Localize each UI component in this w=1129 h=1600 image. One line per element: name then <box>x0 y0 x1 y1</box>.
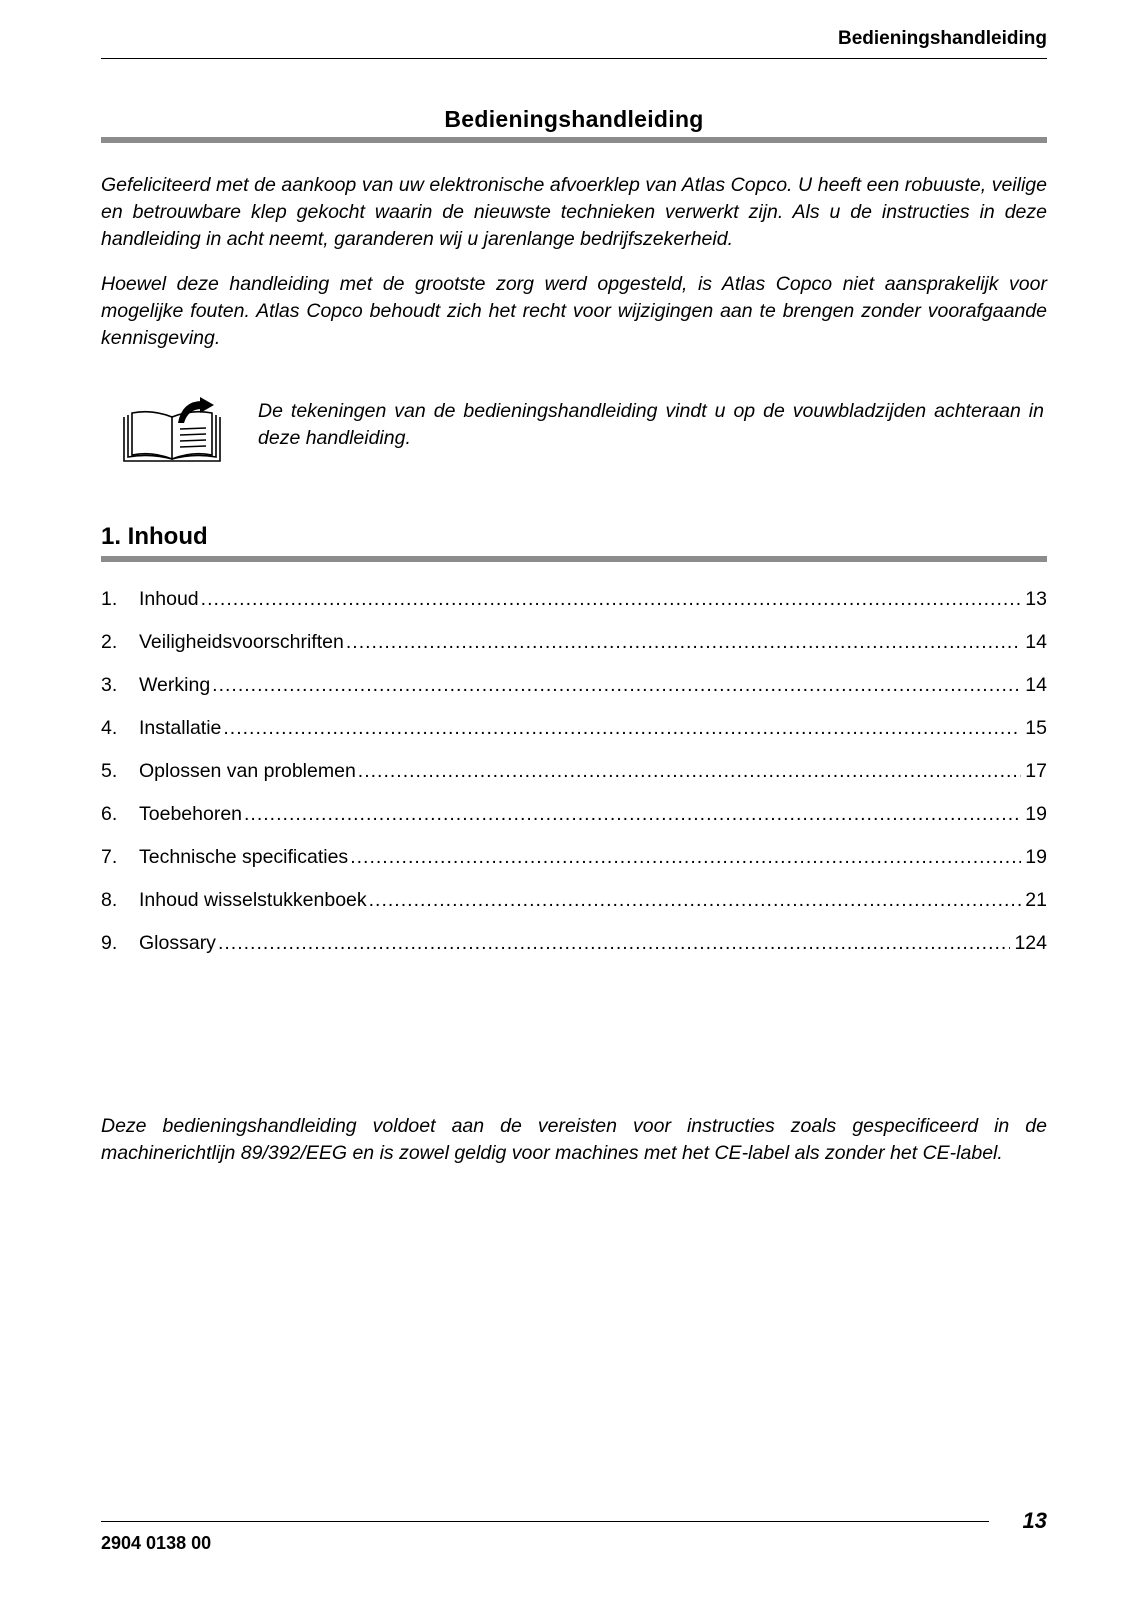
toc-leader-dots <box>369 889 1022 912</box>
document-number: 2904 0138 00 <box>101 1533 212 1553</box>
toc-leader-dots <box>218 932 1011 955</box>
drawings-note: De tekeningen van de bedieningshandleiding vindt u op de vouwbladzijden achteraan in deze handleiding. <box>258 400 1044 449</box>
toc-entry[interactable] <box>101 631 1047 674</box>
toc-entry[interactable] <box>101 674 1047 717</box>
toc-label: Toebehoren <box>139 803 243 825</box>
directive-statement: Deze bedieningshandleiding voldoet aan de vereisten voor instructies zoals gespecificeerd in de machinerichtlijn 89/392/EEG en is zowel geldig voor machines met het CE-label als zonder het CE-label. <box>101 1115 1047 1164</box>
toc-entry[interactable] <box>101 803 1047 846</box>
toc-number: 3. <box>101 674 118 696</box>
toc-number: 5. <box>101 760 118 782</box>
toc-entry[interactable] <box>101 932 1047 975</box>
toc-label: Veiligheidsvoorschriften <box>139 631 344 653</box>
toc-number: 1. <box>101 588 118 610</box>
toc-page: 124 <box>1014 932 1047 954</box>
toc-page: 14 <box>1025 631 1047 653</box>
title-underline-bar <box>101 137 1047 143</box>
intro-paragraph-1: Gefeliciteerd met de aankoop van uw elektronische afvoerklep van Atlas Copco. U heeft een robuuste, veilige en betrouwbare klep gekocht waarin de nieuwste technieken verwerkt zijn. Als u de instructies in deze handleiding in acht neemt, garanderen wij u jarenlange bedrijfszekerheid. <box>101 174 1047 250</box>
toc-entry[interactable] <box>101 889 1047 932</box>
section-underline-bar <box>101 556 1047 562</box>
toc-page: 19 <box>1025 803 1047 825</box>
toc-label: Inhoud <box>139 588 199 610</box>
running-header: Bedieningshandleiding <box>837 28 1047 49</box>
page-number: 13 <box>1022 1508 1047 1533</box>
toc-number: 8. <box>101 889 118 911</box>
toc-page: 17 <box>1025 760 1047 782</box>
toc-entry[interactable] <box>101 760 1047 803</box>
toc-label: Glossary <box>139 932 216 954</box>
toc-leader-dots <box>201 588 1022 611</box>
toc-leader-dots <box>212 674 1021 697</box>
toc-number: 9. <box>101 932 118 954</box>
toc-leader-dots <box>346 631 1021 654</box>
header-rule <box>101 58 1047 59</box>
book-page-turn-icon <box>120 395 225 470</box>
section-title: 1. Inhoud <box>101 523 208 550</box>
toc-number: 6. <box>101 803 118 825</box>
toc-number: 2. <box>101 631 118 653</box>
toc-label: Inhoud wisselstukkenboek <box>139 889 367 911</box>
toc-leader-dots <box>223 717 1021 740</box>
toc-page: 19 <box>1025 846 1047 868</box>
toc-number: 7. <box>101 846 118 868</box>
toc-page: 21 <box>1025 889 1047 911</box>
toc-page: 13 <box>1025 588 1047 610</box>
toc-entry[interactable] <box>101 846 1047 889</box>
toc-leader-dots <box>350 846 1021 869</box>
intro-paragraph-2: Hoewel deze handleiding met de grootste zorg werd opgesteld, is Atlas Copco niet aansprakelijk voor mogelijke fouten. Atlas Copco behoudt zich het recht voor wijzigingen aan te brengen zonder voorafgaande kennisgeving. <box>101 273 1047 349</box>
toc-entry[interactable] <box>101 588 1047 631</box>
footer-rule <box>101 1521 989 1522</box>
toc-page: 14 <box>1025 674 1047 696</box>
toc-leader-dots <box>358 760 1022 783</box>
toc-page: 15 <box>1025 717 1047 739</box>
toc-entry[interactable] <box>101 717 1047 760</box>
toc-label: Oplossen van problemen <box>139 760 356 782</box>
toc-label: Installatie <box>139 717 222 739</box>
toc-label: Werking <box>139 674 211 696</box>
document-title: Bedieningshandleiding <box>444 106 704 132</box>
toc-label: Technische specificaties <box>139 846 349 868</box>
table-of-contents <box>101 588 1047 975</box>
toc-leader-dots <box>244 803 1021 826</box>
toc-number: 4. <box>101 717 118 739</box>
